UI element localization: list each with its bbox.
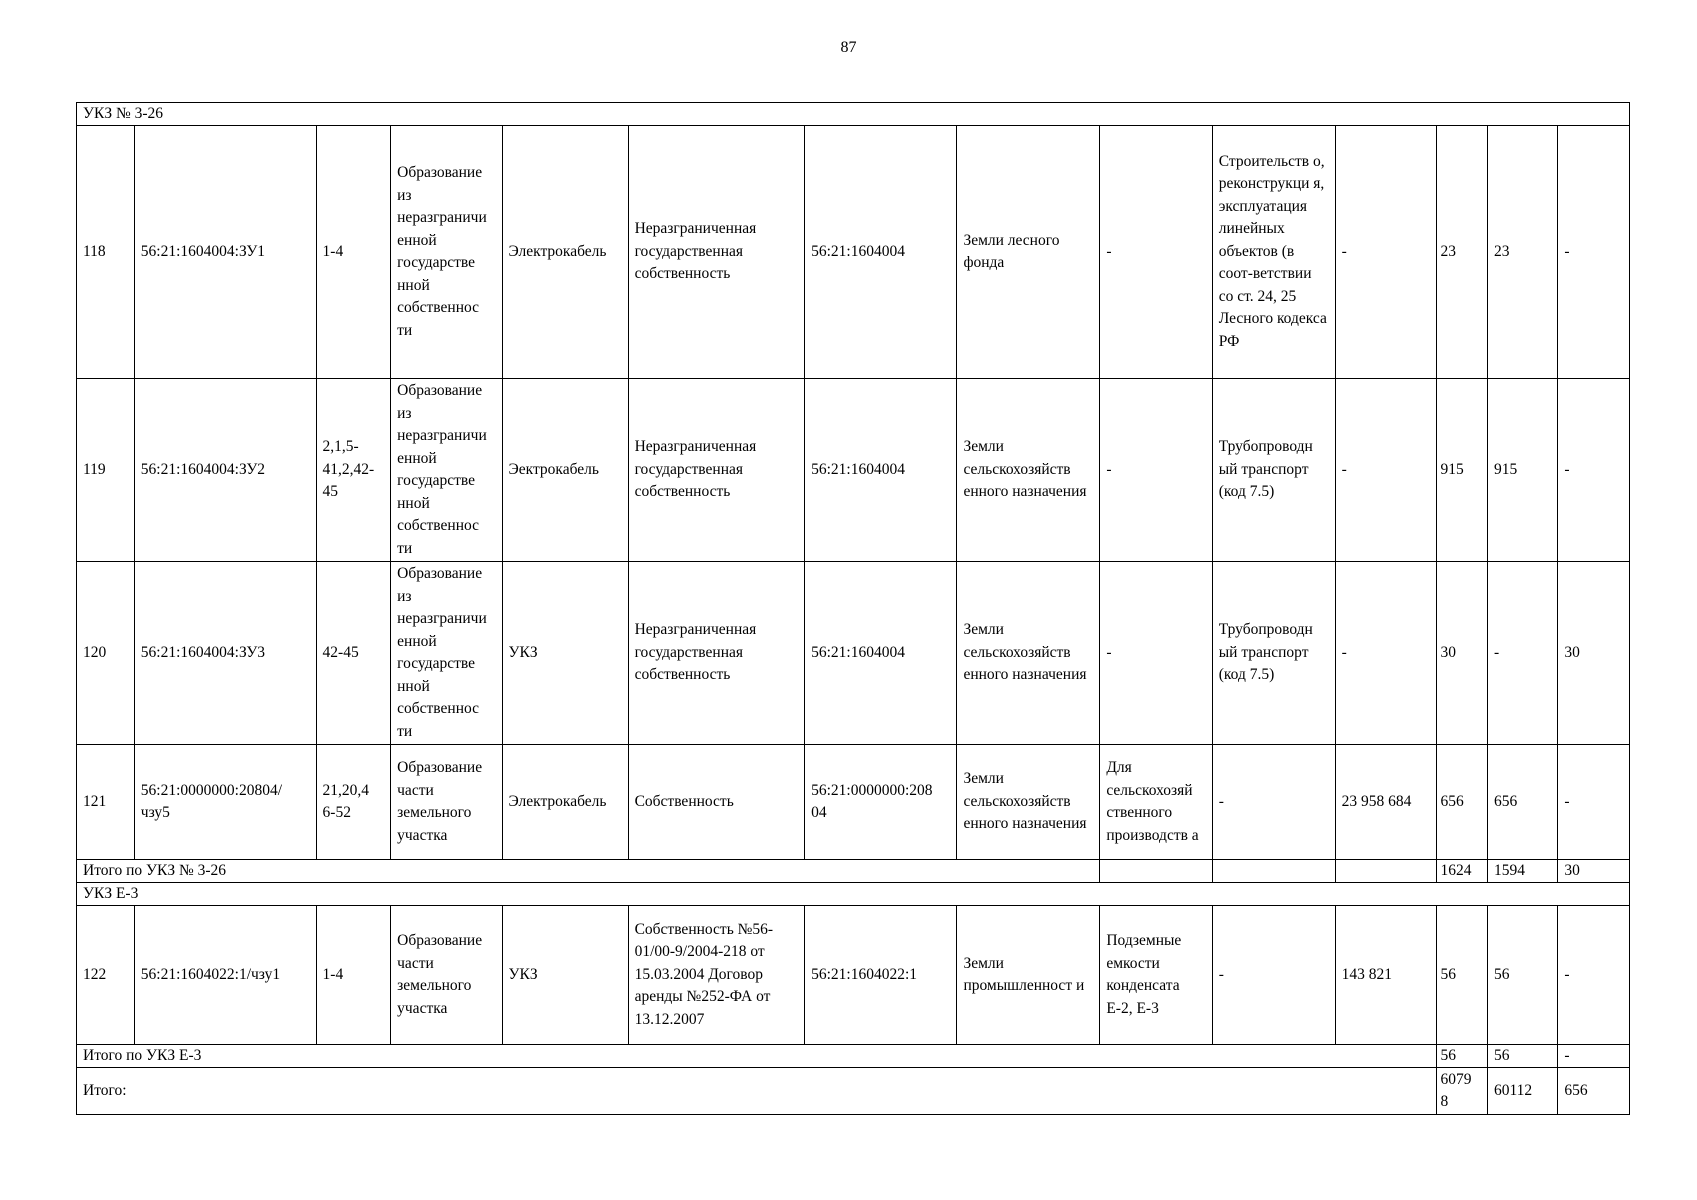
formation-method: Образование из неразграничи енной государстве нной собственнос ти: [391, 562, 502, 745]
object-name: Электрокабель: [502, 126, 628, 379]
grand-total-row: [77, 1068, 1630, 1115]
use-purpose: -: [1212, 906, 1335, 1045]
row-number: 119: [77, 379, 135, 562]
permitted-use: -: [1100, 126, 1212, 379]
cadastral-block: 56:21:1604004: [805, 379, 957, 562]
permitted-use: Подземные емкости конденсата Е-2, Е-3: [1100, 906, 1212, 1045]
area-total: 143 821: [1335, 906, 1436, 1045]
permitted-use: -: [1100, 562, 1212, 745]
boundary-points: 1-4: [316, 126, 391, 379]
boundary-points: 2,1,5- 41,2,42- 45: [316, 379, 391, 562]
total-area-c: 30: [1558, 860, 1630, 883]
permitted-use: Для сельскохозяй ственного производств а: [1100, 745, 1212, 860]
table-row: [77, 379, 1630, 562]
section-header: [77, 883, 1630, 906]
area-a: 56: [1436, 906, 1487, 1045]
empty-cell: [1100, 860, 1212, 883]
cadastral-block: 56:21:1604004: [805, 126, 957, 379]
area-total: -: [1335, 126, 1436, 379]
section-total-label: Итого по УКЗ № 3-26: [77, 860, 1100, 883]
land-category: Земли сельскохозяйств енного назначения: [957, 562, 1100, 745]
area-c: 30: [1558, 562, 1630, 745]
formation-method: Образование из неразграничи енной государстве нной собственнос ти: [391, 379, 502, 562]
row-number: 121: [77, 745, 135, 860]
cadastral-block: 56:21:1604022:1: [805, 906, 957, 1045]
grand-total-area-c: 656: [1558, 1068, 1630, 1115]
total-area-b: 1594: [1488, 860, 1558, 883]
area-a: 656: [1436, 745, 1487, 860]
total-area-b: 56: [1488, 1045, 1558, 1068]
boundary-points: 21,20,4 6-52: [316, 745, 391, 860]
cadastral-number: 56:21:1604004:ЗУ1: [134, 126, 316, 379]
table-row: [77, 126, 1630, 379]
grand-total-label: Итого:: [77, 1068, 1437, 1115]
area-a: 30: [1436, 562, 1487, 745]
formation-method: Образование части земельного участка: [391, 906, 502, 1045]
formation-method: Образование из неразграничи енной государстве нной собственнос ти: [391, 126, 502, 379]
area-total: -: [1335, 379, 1436, 562]
boundary-points: 1-4: [316, 906, 391, 1045]
area-a: 23: [1436, 126, 1487, 379]
object-name: Электрокабель: [502, 745, 628, 860]
area-total: 23 958 684: [1335, 745, 1436, 860]
area-b: 915: [1488, 379, 1558, 562]
area-b: 656: [1488, 745, 1558, 860]
total-area-a: 1624: [1436, 860, 1487, 883]
cadastral-block: 56:21:1604004: [805, 562, 957, 745]
ownership-type: Неразграниченная государственная собственность: [628, 126, 805, 379]
table-row: [77, 562, 1630, 745]
area-c: -: [1558, 379, 1630, 562]
land-category: Земли лесного фонда: [957, 126, 1100, 379]
area-b: 56: [1488, 906, 1558, 1045]
area-c: -: [1558, 126, 1630, 379]
boundary-points: 42-45: [316, 562, 391, 745]
ownership-type: Неразграниченная государственная собственность: [628, 562, 805, 745]
section-total-row: [77, 860, 1630, 883]
grand-total-area-b: 60112: [1488, 1068, 1558, 1115]
section-total-label: Итого по УКЗ Е-3: [77, 1045, 1437, 1068]
total-area-c: -: [1558, 1045, 1630, 1068]
total-area-a: 56: [1436, 1045, 1487, 1068]
cadastral-number: 56:21:1604004:ЗУ2: [134, 379, 316, 562]
object-name: Эектрокабель: [502, 379, 628, 562]
cadastral-block: 56:21:0000000:208 04: [805, 745, 957, 860]
table-row: [77, 906, 1630, 1045]
empty-cell: [1212, 860, 1335, 883]
use-purpose: Трубопроводн ый транспорт (код 7.5): [1212, 562, 1335, 745]
area-c: -: [1558, 745, 1630, 860]
page-number: 87: [840, 39, 857, 56]
land-plots-table: [76, 102, 1630, 1115]
formation-method: Образование части земельного участка: [391, 745, 502, 860]
object-name: УКЗ: [502, 562, 628, 745]
row-number: 118: [77, 126, 135, 379]
cadastral-number: 56:21:0000000:20804/ чзу5: [134, 745, 316, 860]
row-number: 122: [77, 906, 135, 1045]
grand-total-area-a: 6079 8: [1436, 1068, 1487, 1115]
cadastral-number: 56:21:1604022:1/чзу1: [134, 906, 316, 1045]
cadastral-number: 56:21:1604004:ЗУ3: [134, 562, 316, 745]
area-b: 23: [1488, 126, 1558, 379]
land-category: Земли промышленност и: [957, 906, 1100, 1045]
area-c: -: [1558, 906, 1630, 1045]
use-purpose: Трубопроводн ый транспорт (код 7.5): [1212, 379, 1335, 562]
land-category: Земли сельскохозяйств енного назначения: [957, 745, 1100, 860]
ownership-type: Неразграниченная государственная собственность: [628, 379, 805, 562]
use-purpose: -: [1212, 745, 1335, 860]
area-b: -: [1488, 562, 1558, 745]
area-a: 915: [1436, 379, 1487, 562]
table-row: [77, 745, 1630, 860]
ownership-type: Собственность №56-01/00-9/2004-218 от 15.03.2004 Договор аренды №252-ФА от 13.12.2007: [628, 906, 805, 1045]
object-name: УКЗ: [502, 906, 628, 1045]
row-number: 120: [77, 562, 135, 745]
land-category: Земли сельскохозяйств енного назначения: [957, 379, 1100, 562]
section-title: УКЗ № 3-26: [77, 103, 1630, 126]
section-total-row: [77, 1045, 1630, 1068]
use-purpose: Строительств о, реконструкци я, эксплуатация линейных объектов (в соот-ветствии со ст. 24, 25 Лесного кодекса РФ: [1212, 126, 1335, 379]
section-header: [77, 103, 1630, 126]
section-title: УКЗ Е-3: [77, 883, 1630, 906]
empty-cell: [1335, 860, 1436, 883]
ownership-type: Собственность: [628, 745, 805, 860]
permitted-use: -: [1100, 379, 1212, 562]
area-total: -: [1335, 562, 1436, 745]
